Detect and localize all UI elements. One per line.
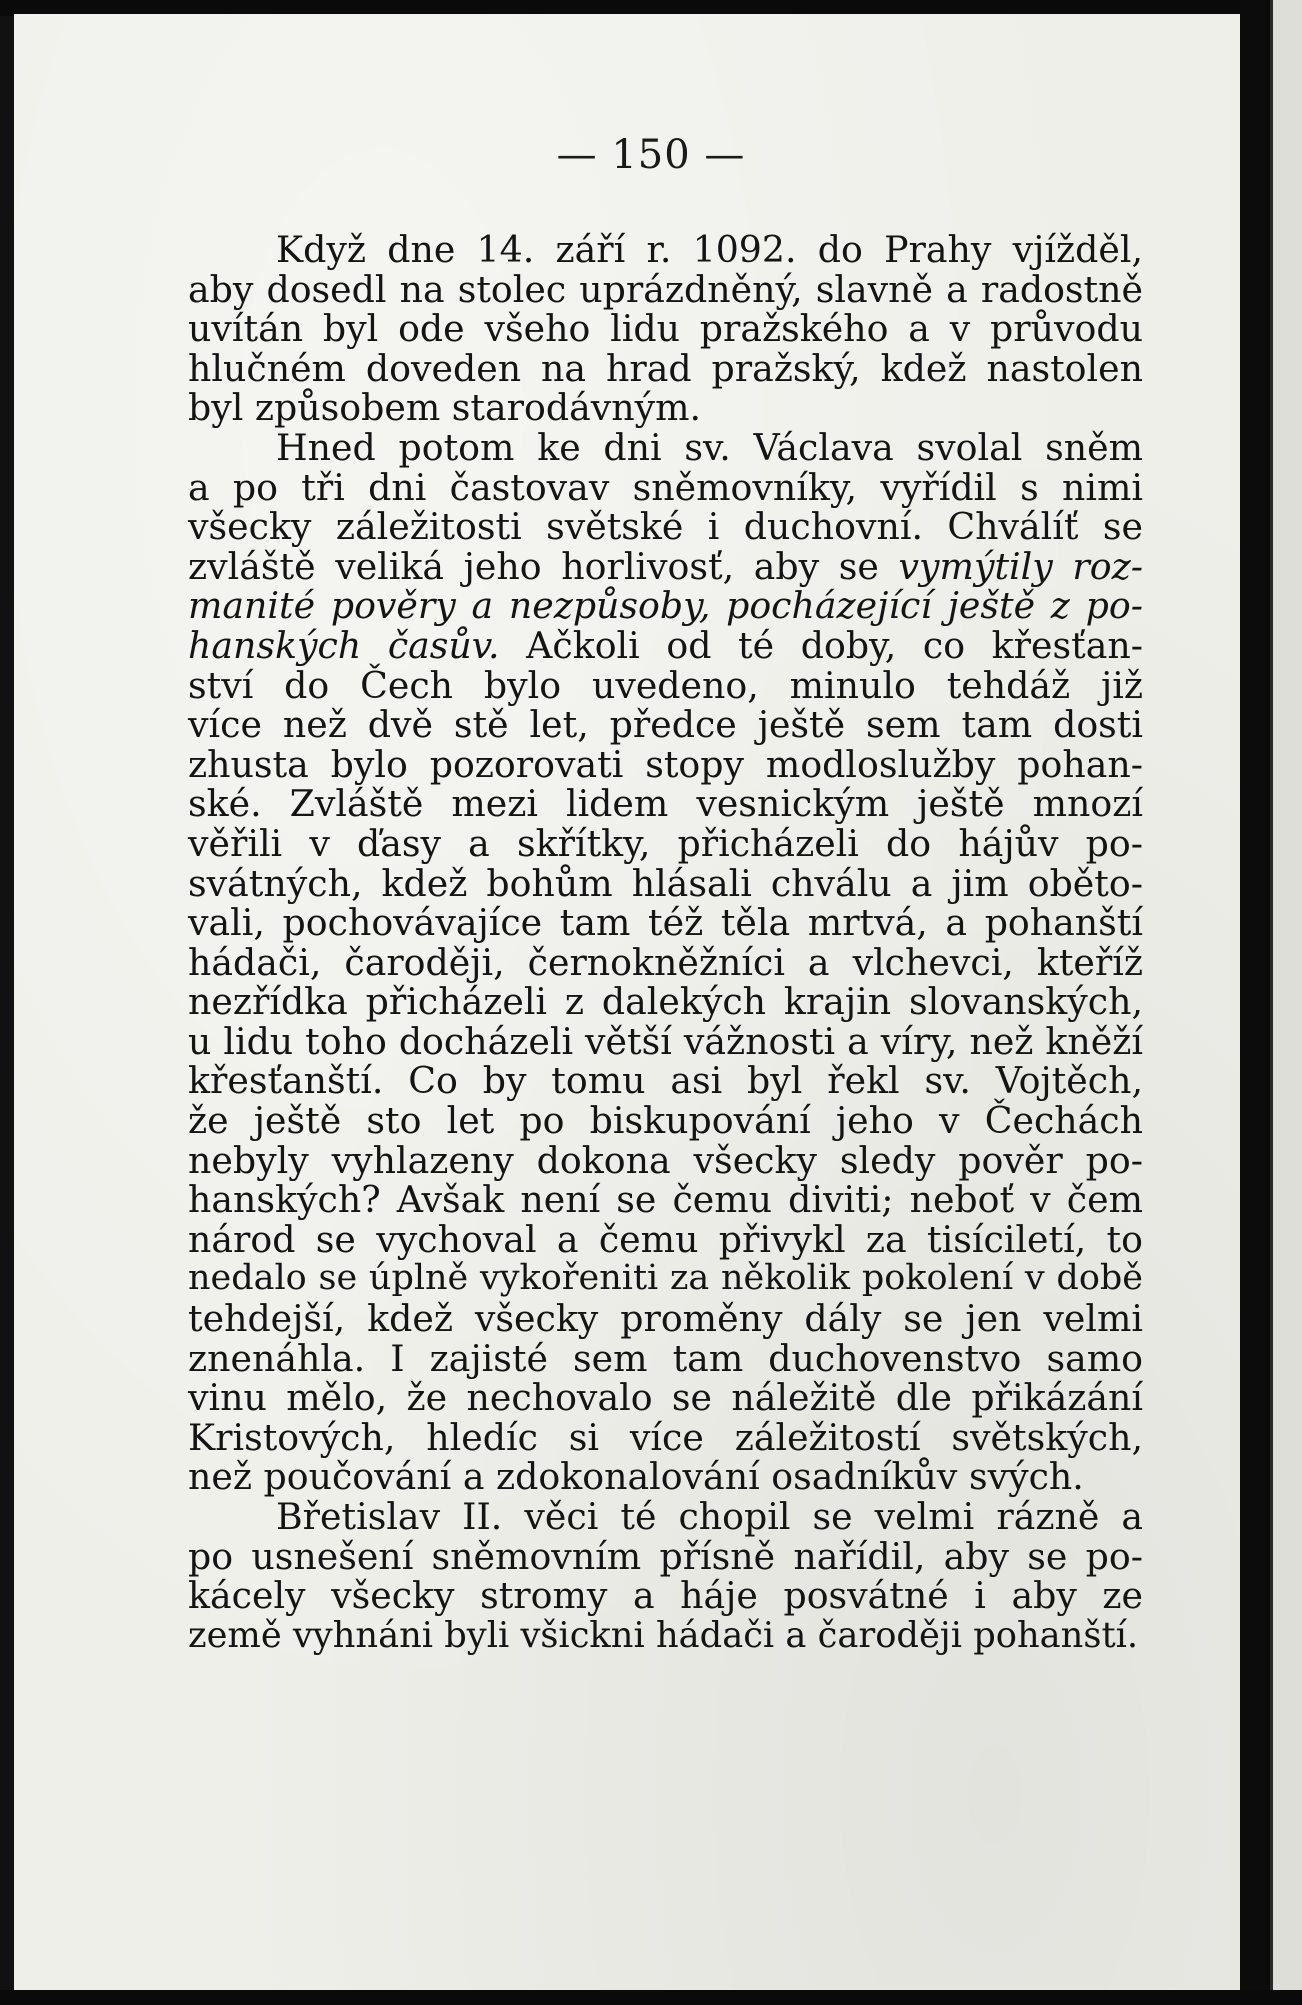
text-line	[188, 586, 1143, 626]
body-text	[188, 230, 1143, 1655]
text-line	[188, 267, 1143, 311]
text-line-content: národ se vychoval a čemu přivykl za tisíciletí, to	[188, 1217, 1143, 1261]
text-line-content: než poučování a zdokonalování osadníkův svých.	[188, 1455, 1084, 1499]
text-line-content: tehdejší, kdež všecky proměny dály se jen velmi	[188, 1297, 1143, 1341]
text-line	[188, 1019, 1143, 1063]
text-line-content: u lidu toho docházeli větší vážnosti a víry, než kněží	[188, 1019, 1143, 1063]
text-line	[188, 346, 1143, 390]
text-line	[188, 544, 1143, 588]
page-number: — 150 —	[556, 132, 746, 178]
text-line-content: nedalo se úplně vykořeniti za několik pokolení v době	[188, 1258, 1143, 1299]
text-line	[188, 940, 1143, 984]
text-line	[188, 623, 1143, 667]
text-line-content: byl způsobem starodávným.	[188, 386, 702, 430]
text-line-content: nebyly vyhlazeny dokona všecky sledy pověr po-	[188, 1138, 1143, 1182]
text-line	[188, 1101, 1143, 1141]
text-line	[188, 861, 1143, 905]
text-line-content: aby dosedl na stolec uprázdněný, slavně a radostně	[188, 267, 1143, 311]
text-line	[188, 507, 1143, 547]
text-line	[188, 465, 1143, 509]
text-line	[188, 663, 1143, 707]
next-page-edge	[1270, 0, 1302, 2005]
text-line-content: hlučném doveden na hrad pražský, kdež nastolen	[188, 346, 1143, 390]
text-line-content: ství do Čech bylo uvedeno, minulo tehdáž již	[188, 663, 1143, 707]
text-line-content: Hned potom ke dni sv. Václava svolal sněm	[276, 425, 1143, 469]
text-line-content: zhusta bylo pozorovati stopy modloslužby pohan-	[188, 742, 1143, 786]
text-line-content: po usnešení sněmovním přísně nařídil, aby se po-	[188, 1534, 1143, 1578]
text-line	[188, 903, 1143, 943]
text-line	[188, 1299, 1143, 1339]
italic-emphasis: vymýtily roz-	[898, 544, 1143, 588]
text-line-content: hanských? Avšak není se čemu diviti; neboť v čem	[188, 1178, 1143, 1222]
text-line	[188, 1217, 1143, 1261]
text-line	[188, 742, 1143, 786]
text-line	[188, 821, 1143, 865]
text-line-content: Kristových, hledíc si více záležitostí světských,	[188, 1415, 1143, 1459]
italic-emphasis: hanských časův.	[188, 623, 500, 667]
text-line	[188, 705, 1143, 745]
text-line-content: uvítán byl ode všeho lidu pražského a v průvodu	[188, 307, 1143, 351]
text-line	[188, 388, 1143, 428]
text-line	[188, 309, 1143, 349]
text-line-content: vali, pochovávajíce tam též těla mrtvá, a pohanští	[188, 901, 1143, 945]
text-line-content: ské. Zvláště mezi lidem vesnickým ještě mnozí	[188, 782, 1143, 826]
text-line-content: kácely všecky stromy a háje posvátné i aby ze	[188, 1574, 1143, 1618]
text-line-content: znenáhla. I zajisté sem tam duchovenstvo samo	[188, 1336, 1143, 1380]
text-line-content: nezřídka přicházeli z dalekých krajin slovanských,	[188, 980, 1143, 1024]
text-line-content: hádači, čaroději, černokněžníci a vlchevci, kteříž	[188, 940, 1143, 984]
text-line-content: svátných, kdež bohům hlásali chválu a jim oběto-	[188, 861, 1143, 905]
text-line-continuation: Ačkoli od té doby, co křesťan-	[499, 623, 1143, 667]
text-line	[188, 1576, 1143, 1616]
text-line	[188, 1180, 1143, 1220]
page-gutter	[1240, 0, 1270, 2005]
text-line	[188, 1336, 1143, 1380]
text-line-content: země vyhnáni byli všickni hádači a čaroději pohanští.	[188, 1614, 1139, 1656]
text-line	[188, 1415, 1143, 1459]
text-line	[188, 982, 1143, 1022]
text-line-content: Břetislav II. věci té chopil se velmi rázně a	[276, 1495, 1143, 1538]
text-line	[188, 1457, 1143, 1497]
text-line	[188, 1259, 1143, 1299]
text-line	[188, 1138, 1143, 1182]
text-line-content: že ještě sto let po biskupování jeho v Čechách	[188, 1099, 1143, 1143]
text-line	[188, 1378, 1143, 1418]
text-line	[188, 230, 1143, 270]
text-line-content: vinu mělo, že nechovalo se náležitě dle přikázání	[188, 1376, 1143, 1420]
italic-emphasis: manité pověry a nezpůsoby, pocházející ještě z po-	[188, 584, 1143, 628]
text-line	[188, 1534, 1143, 1578]
text-line-content: křesťanští. Co by tomu asi byl řekl sv. Vojtěch,	[188, 1059, 1143, 1103]
text-line-content: a po tři dni častovav sněmovníky, vyřídil s nimi	[188, 465, 1143, 509]
text-line-content: všecky záležitosti světské i duchovní. Chválíť se	[188, 505, 1143, 549]
text-line-content: věřili v ďasy a skřítky, přicházeli do hájův po-	[188, 821, 1143, 865]
text-line	[188, 1616, 1143, 1656]
text-line	[188, 1497, 1143, 1537]
text-line	[188, 1061, 1143, 1101]
text-line-content: Když dne 14. září r. 1092. do Prahy vjížděl,	[276, 228, 1143, 271]
text-line	[188, 425, 1143, 469]
text-line-content: zvláště veliká jeho horlivosť, aby se	[188, 544, 879, 588]
text-line-content: více než dvě stě let, předce ještě sem tam dosti	[188, 703, 1143, 747]
text-line	[188, 784, 1143, 824]
scan-border-bottom	[0, 1990, 1302, 2005]
